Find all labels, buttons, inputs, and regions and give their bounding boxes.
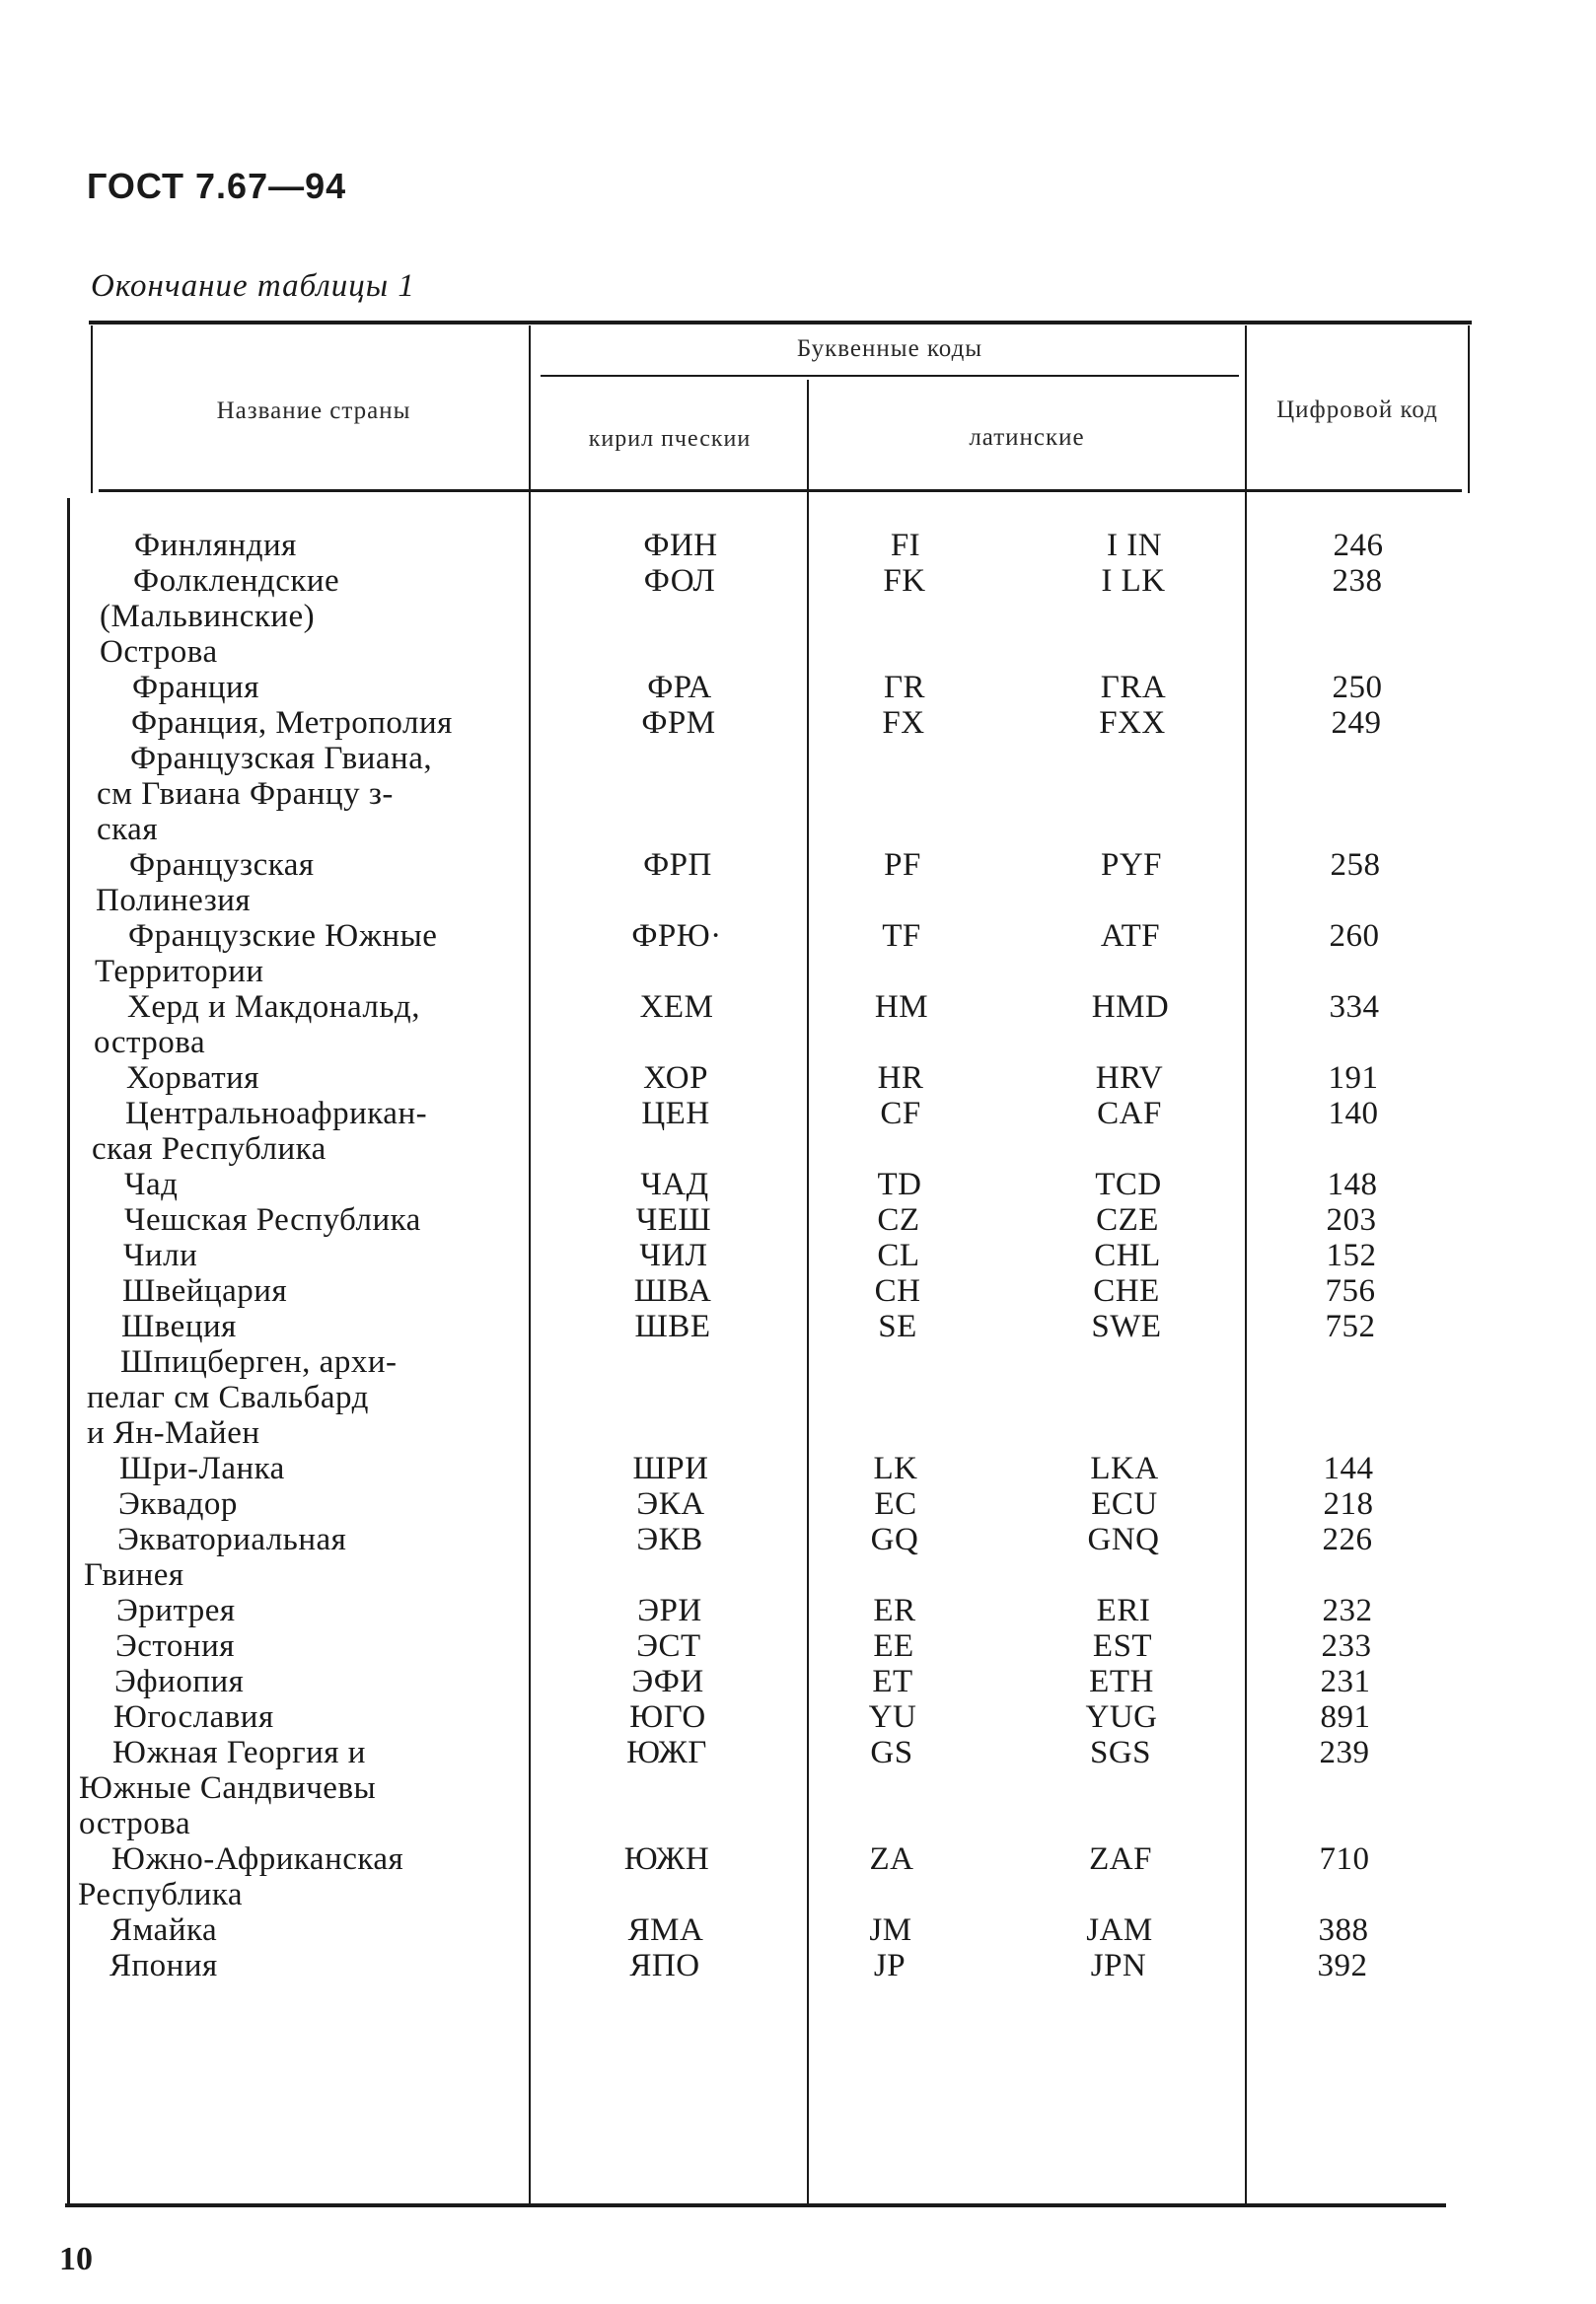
latin2-code-cell: EC bbox=[874, 1486, 917, 1522]
cyrillic-code-cell: ЯМА bbox=[627, 1912, 704, 1948]
latin3-code-cell: CHL bbox=[1094, 1238, 1161, 1273]
country-name-line: Хорватия bbox=[126, 1060, 259, 1096]
country-name-line: Франция, Метрополия bbox=[131, 705, 453, 741]
country-name-line: Эритрея bbox=[116, 1593, 236, 1628]
latin2-code-cell: ZA bbox=[869, 1841, 914, 1877]
country-name-line: Полинезия bbox=[96, 883, 252, 918]
numeric-code-cell: 233 bbox=[1321, 1628, 1372, 1664]
latin2-code-cell: GQ bbox=[870, 1522, 919, 1557]
country-name-line: Южная Георгия и bbox=[112, 1735, 366, 1770]
page-number: 10 bbox=[59, 2241, 93, 2277]
numeric-code-cell: 258 bbox=[1330, 847, 1381, 883]
country-name-line: Швейцария bbox=[122, 1273, 288, 1309]
country-name-line: Острова bbox=[100, 634, 218, 670]
latin3-code-cell: ZAF bbox=[1089, 1841, 1152, 1877]
numeric-code-cell: 218 bbox=[1323, 1486, 1374, 1522]
latin2-code-cell: CH bbox=[874, 1273, 921, 1309]
latin2-code-cell: ET bbox=[872, 1664, 913, 1699]
latin2-code-cell: LK bbox=[873, 1451, 918, 1486]
country-name-line: Япония bbox=[109, 1948, 218, 1983]
country-name-line: Эстония bbox=[115, 1628, 235, 1664]
latin3-code-cell: CHE bbox=[1093, 1273, 1160, 1309]
latin2-code-cell: FX bbox=[882, 705, 925, 741]
cyrillic-code-cell: ХЕМ bbox=[639, 989, 714, 1025]
latin2-code-cell: TD bbox=[877, 1167, 922, 1202]
numeric-code-cell: 891 bbox=[1320, 1699, 1371, 1735]
country-name-line: Эфиопия bbox=[114, 1664, 245, 1699]
cyrillic-code-cell: ЧАД bbox=[640, 1167, 709, 1202]
country-name-line: см Гвиана Францу з- bbox=[97, 776, 394, 812]
latin3-code-cell: HMD bbox=[1091, 989, 1170, 1025]
latin3-code-cell: I LK bbox=[1101, 563, 1166, 599]
cyrillic-code-cell: ФРА bbox=[647, 670, 712, 705]
country-name-line: Чили bbox=[123, 1238, 198, 1273]
latin3-code-cell: PYF bbox=[1100, 847, 1163, 883]
country-name-line: Территории bbox=[95, 954, 264, 989]
cyrillic-code-cell: ЧЕШ bbox=[635, 1202, 712, 1238]
latin2-code-cell: JM bbox=[869, 1912, 912, 1948]
cyrillic-code-cell: ФРМ bbox=[641, 705, 716, 741]
header-country-name: Название страны bbox=[216, 397, 411, 424]
numeric-code-cell: 392 bbox=[1317, 1948, 1368, 1983]
numeric-code-cell: 239 bbox=[1319, 1735, 1370, 1770]
cyrillic-code-cell: ЭФИ bbox=[631, 1664, 704, 1699]
country-name-line: Шри-Ланка bbox=[119, 1451, 285, 1486]
header-cyrillic: кирил пческии bbox=[588, 426, 752, 452]
latin2-code-cell: CF bbox=[880, 1096, 921, 1131]
latin2-code-cell: FK bbox=[883, 563, 926, 599]
numeric-code-cell: 152 bbox=[1326, 1238, 1377, 1273]
cyrillic-code-cell: ЮЖГ bbox=[626, 1735, 707, 1770]
cyrillic-code-cell: ЧИЛ bbox=[639, 1238, 708, 1273]
country-name-line: Южно-Африканская bbox=[111, 1841, 404, 1877]
country-name-line: Центральноафрикан- bbox=[125, 1096, 428, 1131]
numeric-code-cell: 226 bbox=[1322, 1522, 1373, 1557]
latin2-code-cell: HM bbox=[874, 989, 929, 1025]
country-name-line: Французская Гвиана, bbox=[130, 741, 433, 776]
header-letter-codes: Буквенные коды bbox=[796, 335, 983, 362]
latin2-code-cell: SE bbox=[878, 1309, 917, 1344]
cyrillic-code-cell: ЭСТ bbox=[636, 1628, 701, 1664]
country-name-line: Французская bbox=[129, 847, 315, 883]
latin2-code-cell: CL bbox=[877, 1238, 920, 1273]
country-name-line: Южные Сандвичевы bbox=[79, 1770, 377, 1806]
latin3-code-cell: TCD bbox=[1095, 1167, 1162, 1202]
cyrillic-code-cell: ШВА bbox=[633, 1273, 712, 1309]
country-name-line: Чад bbox=[124, 1167, 179, 1202]
latin3-code-cell: GNQ bbox=[1087, 1522, 1160, 1557]
numeric-code-cell: 388 bbox=[1318, 1912, 1369, 1948]
country-name-line: острова bbox=[79, 1806, 191, 1841]
standard-title: ГОСТ 7.67—94 bbox=[87, 166, 347, 206]
numeric-code-cell: 148 bbox=[1327, 1167, 1378, 1202]
country-name-line: ская Республика bbox=[92, 1131, 326, 1167]
latin3-code-cell: JPN bbox=[1090, 1948, 1147, 1983]
cyrillic-code-cell: ФИН bbox=[643, 528, 718, 563]
country-name-line: Чешская Республика bbox=[124, 1202, 421, 1238]
cyrillic-code-cell: ШВЕ bbox=[634, 1309, 711, 1344]
latin3-code-cell: HRV bbox=[1095, 1060, 1164, 1096]
numeric-code-cell: 710 bbox=[1319, 1841, 1370, 1877]
country-name-line: Югославия bbox=[113, 1699, 274, 1735]
cyrillic-code-cell: ЮЖН bbox=[623, 1841, 710, 1877]
latin3-code-cell: I IN bbox=[1106, 528, 1163, 563]
cyrillic-code-cell: ШРИ bbox=[632, 1451, 709, 1486]
latin3-code-cell: ГRA bbox=[1100, 670, 1167, 705]
header-numeric: Цифровой код bbox=[1276, 396, 1438, 423]
country-name-line: Херд и Макдональд, bbox=[127, 989, 420, 1025]
country-name-line: Франция bbox=[132, 670, 259, 705]
latin3-code-cell: FXX bbox=[1099, 705, 1166, 741]
cyrillic-code-cell: ФРЮ· bbox=[631, 918, 722, 954]
latin3-code-cell: SGS bbox=[1089, 1735, 1152, 1770]
numeric-code-cell: 250 bbox=[1332, 670, 1383, 705]
cyrillic-code-cell: ЭКВ bbox=[636, 1522, 703, 1557]
numeric-code-cell: 144 bbox=[1323, 1451, 1374, 1486]
numeric-code-cell: 752 bbox=[1325, 1309, 1376, 1344]
numeric-code-cell: 140 bbox=[1328, 1096, 1379, 1131]
country-name-line: пелаг см Свальбард bbox=[87, 1380, 369, 1415]
numeric-code-cell: 232 bbox=[1322, 1593, 1373, 1628]
numeric-code-cell: 249 bbox=[1331, 705, 1382, 741]
numeric-code-cell: 260 bbox=[1329, 918, 1380, 954]
latin2-code-cell: TF bbox=[882, 918, 921, 954]
latin3-code-cell: CZE bbox=[1096, 1202, 1159, 1238]
latin3-code-cell: ETH bbox=[1089, 1664, 1154, 1699]
latin2-code-cell: ГR bbox=[883, 670, 926, 705]
latin3-code-cell: LKA bbox=[1090, 1451, 1159, 1486]
latin3-code-cell: ECU bbox=[1091, 1486, 1158, 1522]
cyrillic-code-cell: ЭРИ bbox=[637, 1593, 702, 1628]
country-name-line: Фолклендские bbox=[133, 563, 340, 599]
cyrillic-code-cell: ЯПО bbox=[629, 1948, 700, 1983]
country-name-line: Финляндия bbox=[134, 528, 297, 563]
latin2-code-cell: YU bbox=[868, 1699, 917, 1735]
cyrillic-code-cell: ФРП bbox=[643, 847, 712, 883]
latin2-code-cell: GS bbox=[870, 1735, 913, 1770]
latin2-code-cell: HR bbox=[877, 1060, 924, 1096]
cyrillic-code-cell: ЦЕН bbox=[641, 1096, 710, 1131]
latin2-code-cell: EE bbox=[873, 1628, 914, 1664]
cyrillic-code-cell: ЮГО bbox=[629, 1699, 706, 1735]
country-name-line: Экваториальная bbox=[117, 1522, 347, 1557]
country-name-line: острова bbox=[94, 1025, 206, 1060]
latin3-code-cell: YUG bbox=[1085, 1699, 1158, 1735]
numeric-code-cell: 246 bbox=[1333, 528, 1384, 563]
latin3-code-cell: CAF bbox=[1097, 1096, 1162, 1131]
latin3-code-cell: JAM bbox=[1086, 1912, 1153, 1948]
country-name-line: (Мальвинские) bbox=[100, 599, 316, 634]
latin3-code-cell: EST bbox=[1092, 1628, 1153, 1664]
country-name-line: Ямайка bbox=[110, 1912, 218, 1948]
latin3-code-cell: SWE bbox=[1091, 1309, 1162, 1344]
country-name-line: Эквадор bbox=[118, 1486, 238, 1522]
numeric-code-cell: 203 bbox=[1326, 1202, 1377, 1238]
country-name-line: и Ян-Майен bbox=[87, 1415, 260, 1451]
numeric-code-cell: 191 bbox=[1328, 1060, 1379, 1096]
header-latin: латинские bbox=[969, 424, 1085, 451]
country-name-line: Республика bbox=[78, 1877, 244, 1912]
latin2-code-cell: ER bbox=[873, 1593, 916, 1628]
latin2-code-cell: CZ bbox=[877, 1202, 920, 1238]
latin3-code-cell: ATF bbox=[1100, 918, 1161, 954]
country-name-line: Швеция bbox=[121, 1309, 237, 1344]
country-name-line: ская bbox=[97, 812, 159, 847]
numeric-code-cell: 756 bbox=[1325, 1273, 1376, 1309]
numeric-code-cell: 238 bbox=[1332, 563, 1383, 599]
numeric-code-cell: 231 bbox=[1320, 1664, 1371, 1699]
latin2-code-cell: PF bbox=[884, 847, 921, 883]
country-name-line: Шпицберген, архи- bbox=[120, 1344, 398, 1380]
cyrillic-code-cell: ФОЛ bbox=[643, 563, 716, 599]
latin2-code-cell: JP bbox=[873, 1948, 907, 1983]
table-caption: Окончание таблицы 1 bbox=[91, 268, 415, 304]
country-name-line: Французские Южные bbox=[128, 918, 438, 954]
latin2-code-cell: FI bbox=[890, 528, 921, 563]
cyrillic-code-cell: ЭКА bbox=[636, 1486, 705, 1522]
cyrillic-code-cell: ХОР bbox=[643, 1060, 708, 1096]
numeric-code-cell: 334 bbox=[1329, 989, 1380, 1025]
latin3-code-cell: ERI bbox=[1096, 1593, 1151, 1628]
country-name-line: Гвинея bbox=[84, 1557, 184, 1593]
